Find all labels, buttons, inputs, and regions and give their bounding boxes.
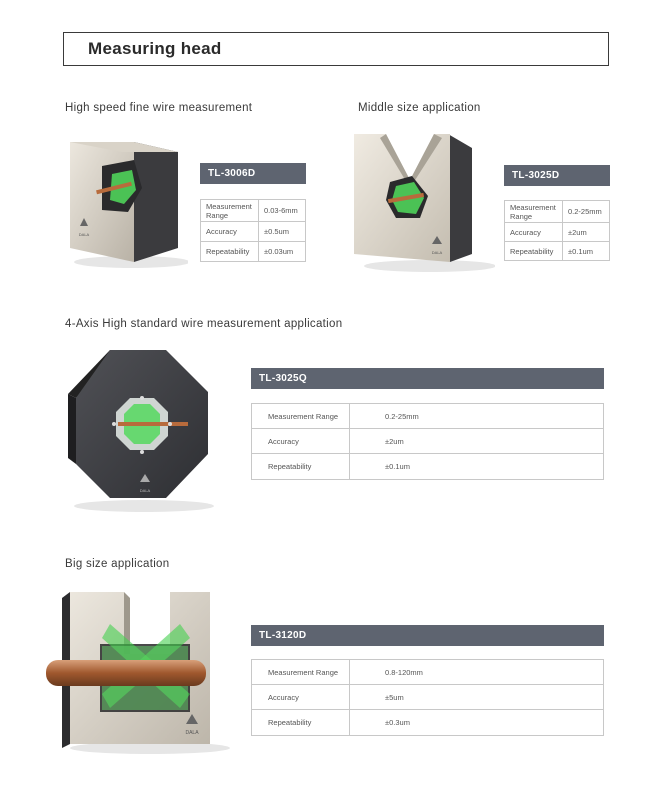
spec-label: Measurement Range [252,660,350,685]
tl3025q-device-image [58,342,218,514]
spec-label: Repeatability [505,242,563,261]
spec-label: Measurement Range [505,201,563,223]
spec-table-tl3025q [251,403,604,480]
spec-value: ±0.1um [350,454,604,480]
tl3006d-device-image [62,130,188,270]
spec-value: ±0.1um [563,242,610,261]
spec-value: ±0.3um [350,710,604,736]
model-header-tl3006d [200,163,306,184]
logo-text: DALA [431,250,443,255]
model-header-tl3120d [251,625,604,646]
spec-table-tl3120d [251,659,604,736]
spec-label: Accuracy [505,223,563,242]
spec-value: ±2um [563,223,610,242]
spec-value: ±0.03um [259,242,306,262]
spec-label: Repeatability [201,242,259,262]
tl3120d-device-image [40,584,230,756]
spec-label: Accuracy [252,429,350,454]
model-name: TL-3025Q [259,373,307,384]
model-header-tl3025d [504,165,610,186]
spec-value: 0.03-6mm [259,200,306,222]
spec-label: Accuracy [252,685,350,710]
section-title-tl3120d: Big size application [65,558,170,570]
model-name: TL-3006D [208,168,256,179]
model-header-tl3025q [251,368,604,389]
logo-text: DALA [185,730,199,736]
spec-label: Measurement Range [201,200,259,222]
tl3025d-device-image [350,126,495,276]
spec-value: ±2um [350,429,604,454]
model-name: TL-3025D [512,170,560,181]
logo-text: DALA [78,232,90,237]
model-name: TL-3120D [259,630,307,641]
page-title-box [63,32,609,66]
spec-value: 0.2-25mm [563,201,610,223]
spec-label: Measurement Range [252,404,350,429]
section-title-tl3006d: High speed fine wire measurement [65,102,253,114]
spec-label: Accuracy [201,222,259,242]
page-title: Measuring head [88,39,222,58]
section-title-tl3025d: Middle size application [358,102,481,114]
spec-label: Repeatability [252,454,350,480]
spec-value: 0.2-25mm [350,404,604,429]
section-title-tl3025q: 4-Axis High standard wire measurement application [65,318,343,330]
spec-value: ±5um [350,685,604,710]
spec-value: 0.8-120mm [350,660,604,685]
spec-value: ±0.5um [259,222,306,242]
logo-text: DALA [139,488,151,493]
spec-table-tl3006d [200,199,306,262]
spec-table-tl3025d [504,200,610,261]
spec-label: Repeatability [252,710,350,736]
